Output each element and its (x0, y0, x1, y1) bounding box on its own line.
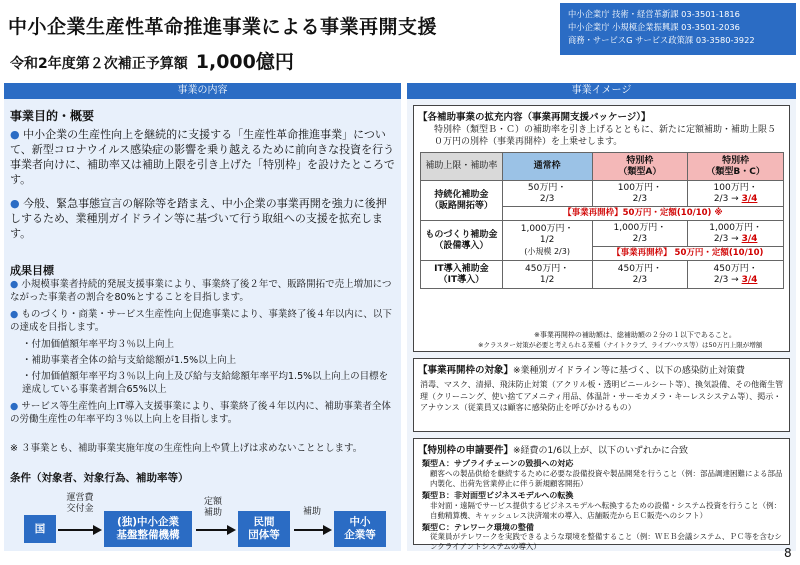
subsidy-table (420, 152, 784, 289)
flow-box-smrj: (独)中小企業 基盤整備機構 (104, 511, 192, 547)
budget-line (10, 47, 294, 74)
table-header-cell: 通常枠 (502, 153, 592, 181)
table-cell: 100万円・ 2/3 (592, 181, 688, 207)
table-row-label: 持続化補助金 （販路開拓等） (421, 181, 503, 221)
purpose-bullet: ● 今般、緊急事態宣言の解除等を踏まえ、中小企業の事業再開を強力に後押しするため、業種別ガイドライン等に基づいて行う取組への支援を拡充します。 (10, 197, 387, 240)
table-row-label: ものづくり補助金 （設備導入） (421, 221, 503, 261)
type-c-title: 類型Ｃ：テレワーク環境の整備 (422, 523, 534, 532)
type-c-body: 従業員がテレワークを実践できるような環境を整備すること（例：ＷＥＢ会議システム、ＰＣ等を含むシンクライアントシステムの導入） (430, 532, 782, 551)
contact-box (560, 3, 796, 55)
flow-label-subsidy: 補助 (302, 507, 321, 517)
table-cell: 50万円・ 2/3 (502, 181, 592, 207)
target-body: 消毒、マスク、清掃、飛沫防止対策（アクリル板・透明ビニールシート等）、換気設備、その他衛生管理（クリーニング、使い捨てアメニティ用品、体温計・サーモカメラ・キーレスシステム等）、掲示・アナウンス（従業員又は顧客に感染防止を呼びかけるもの） (420, 380, 784, 412)
package-box (413, 105, 790, 352)
table-header-cell: 補助上限・補助率 (421, 153, 503, 181)
table-cell: 450万円・ 1/2 (502, 261, 592, 289)
goal-item: ● 小規模事業者持続的発展支援事業により、事業終了後２年で、販路開拓で売上増加につながった事業者の割合を80%とすることを目指します。 (10, 279, 392, 303)
purpose-bullet: ● 中小企業の生産性向上を継続的に支援する「生産性革命推進事業」について、新型コロナウイルス感染症の影響を乗り越えるために前向きな投資を行う事業者向けに、補助率又は補助上限を引き上げた「特別枠」を設けたところです。 (10, 128, 395, 186)
type-a-body: 顧客への製品供給を継続するために必要な設備投資や製品開発を行うこと（例：部品調達困難による部品内製化、出荷先営業停止に伴う新規顧客開拓） (430, 469, 783, 488)
table-cell: 100万円・ 2/3 → 3/4 (688, 181, 784, 207)
requirement-box (413, 438, 790, 551)
flow-arrow-icon (58, 529, 100, 531)
right-panel-header: 事業イメージ (407, 83, 796, 99)
bullet-dot-icon: ● (10, 309, 19, 320)
flow-arrow-icon (294, 529, 330, 531)
table-note: ※事業再開枠の補助額は、総補助額の２分の１以下であること。 (534, 331, 736, 339)
flow-label-grant: 運営費 交付金 (66, 493, 94, 514)
table-cell: 1,000万円・ 2/3 (592, 221, 688, 247)
table-extra-row: 【事業再開枠】50万円・定額(10/10) ※ (502, 207, 783, 221)
table-header-cell: 特別枠 （類型A） (592, 153, 688, 181)
goal-item: ● サービス等生産性向上IT導入支援事業により、事業終了後４年以内に、補助事業者全体の労働生産性の年率平均３％以上向上を目指します。 (10, 401, 391, 425)
right-panel (407, 99, 796, 551)
target-header: 【事業再開枠の対象】※業種別ガイドライン等に基づく、以下の感染防止対策費 (418, 365, 745, 376)
bullet-dot-icon: ● (10, 279, 19, 290)
note: ※ ３事業とも、補助事業実施年度の生産性向上や賃上げは求めないこととします。 (10, 443, 363, 454)
table-cell: 1,000万円・ 2/3 → 3/4 (688, 221, 784, 247)
page-number: 8 (784, 546, 792, 560)
bullet-dot-icon: ● (10, 401, 19, 412)
purpose-title: 事業目的・概要 (10, 109, 95, 123)
type-b-title: 類型Ｂ：非対面型ビジネスモデルへの転換 (422, 491, 574, 500)
table-header-cell: 特別枠 （類型B・C） (688, 153, 784, 181)
subgoal-item: ・付加価値額年率平均３％以上向上及び給与支給総額年率平均1.5%以上向上の目標を達成している事業者割合65%以上 (22, 371, 389, 395)
contact-line: 商務・サービスG サービス政策課 03-3580-3922 (568, 35, 755, 45)
package-desc: 特別枠（類型Ｂ・Ｃ）の補助率を引き上げるとともに、新たに定額補助・補助上限５０万円の別枠（事業再開枠）を上乗せします。 (434, 125, 777, 147)
bullet-dot-icon: ● (10, 128, 20, 141)
goal-item: ● ものづくり・商業・サービス生産性向上促進事業により、事業終了後４年以内に、以下の達成を目指します。 (10, 309, 392, 333)
table-cell: 450万円・ 2/3 → 3/4 (688, 261, 784, 289)
table-extra-row: 【事業再開枠】 50万円・定額(10/10) (592, 247, 784, 261)
table-cell: 450万円・ 2/3 (592, 261, 688, 289)
table-note: ※クラスター対策が必要と考えられる業種（ナイトクラブ、ライブハウス等）は50万円上限が増額 (478, 341, 763, 349)
subgoal-item: ・付加価値額年率平均３％以上向上 (22, 339, 175, 350)
table-cell: 1,000万円・ 1/2 (小規模 2/3) (502, 221, 592, 261)
goal-title: 成果目標 (10, 264, 54, 277)
flow-box-country: 国 (24, 515, 56, 543)
contact-line: 中小企業庁 技術・経営革新課 03-3501-1816 (568, 9, 740, 19)
page-title: 中小企業生産性革命推進事業による事業再開支援 (8, 16, 438, 38)
requirement-header: 【特別枠の申請要件】※経費の1/6以上が、以下のいずれかに合致 (418, 445, 689, 456)
budget-label: 令和2年度第２次補正予算額 (10, 56, 188, 72)
flow-label-fixed: 定額 補助 (203, 497, 222, 518)
flow-box-private: 民間 団体等 (238, 511, 290, 547)
budget-amount: 1,000億円 (195, 51, 294, 73)
type-b-body: 非対面・遠隔でサービス提供するビジネスモデルへ転換するための設備・システム投資を行うこと（例：自動精算機、キャッシュレス決済端末の導入、店舗販売からＥＣ販売へのシフト） (430, 501, 782, 520)
contact-line: 中小企業庁 小規模企業振興課 03-3501-2036 (568, 22, 740, 32)
table-row-label: IT導入補助金 （IT導入） (421, 261, 503, 289)
left-panel-header: 事業の内容 (4, 83, 401, 99)
target-box (413, 358, 790, 432)
type-a-title: 類型Ａ：サプライチェーンの毀損への対応 (422, 459, 574, 468)
left-panel (4, 99, 401, 551)
subgoal-item: ・補助事業者全体の給与支給総額が1.5%以上向上 (22, 355, 237, 366)
package-title: 【各補助事業の拡充内容（事業再開支援パッケージ）】 (418, 112, 651, 123)
flow-box-sme: 中小 企業等 (334, 511, 386, 547)
flow-arrow-icon (196, 529, 234, 531)
conditions-title: 条件（対象者、対象行為、補助率等） (10, 472, 189, 484)
bullet-dot-icon: ● (10, 197, 20, 210)
